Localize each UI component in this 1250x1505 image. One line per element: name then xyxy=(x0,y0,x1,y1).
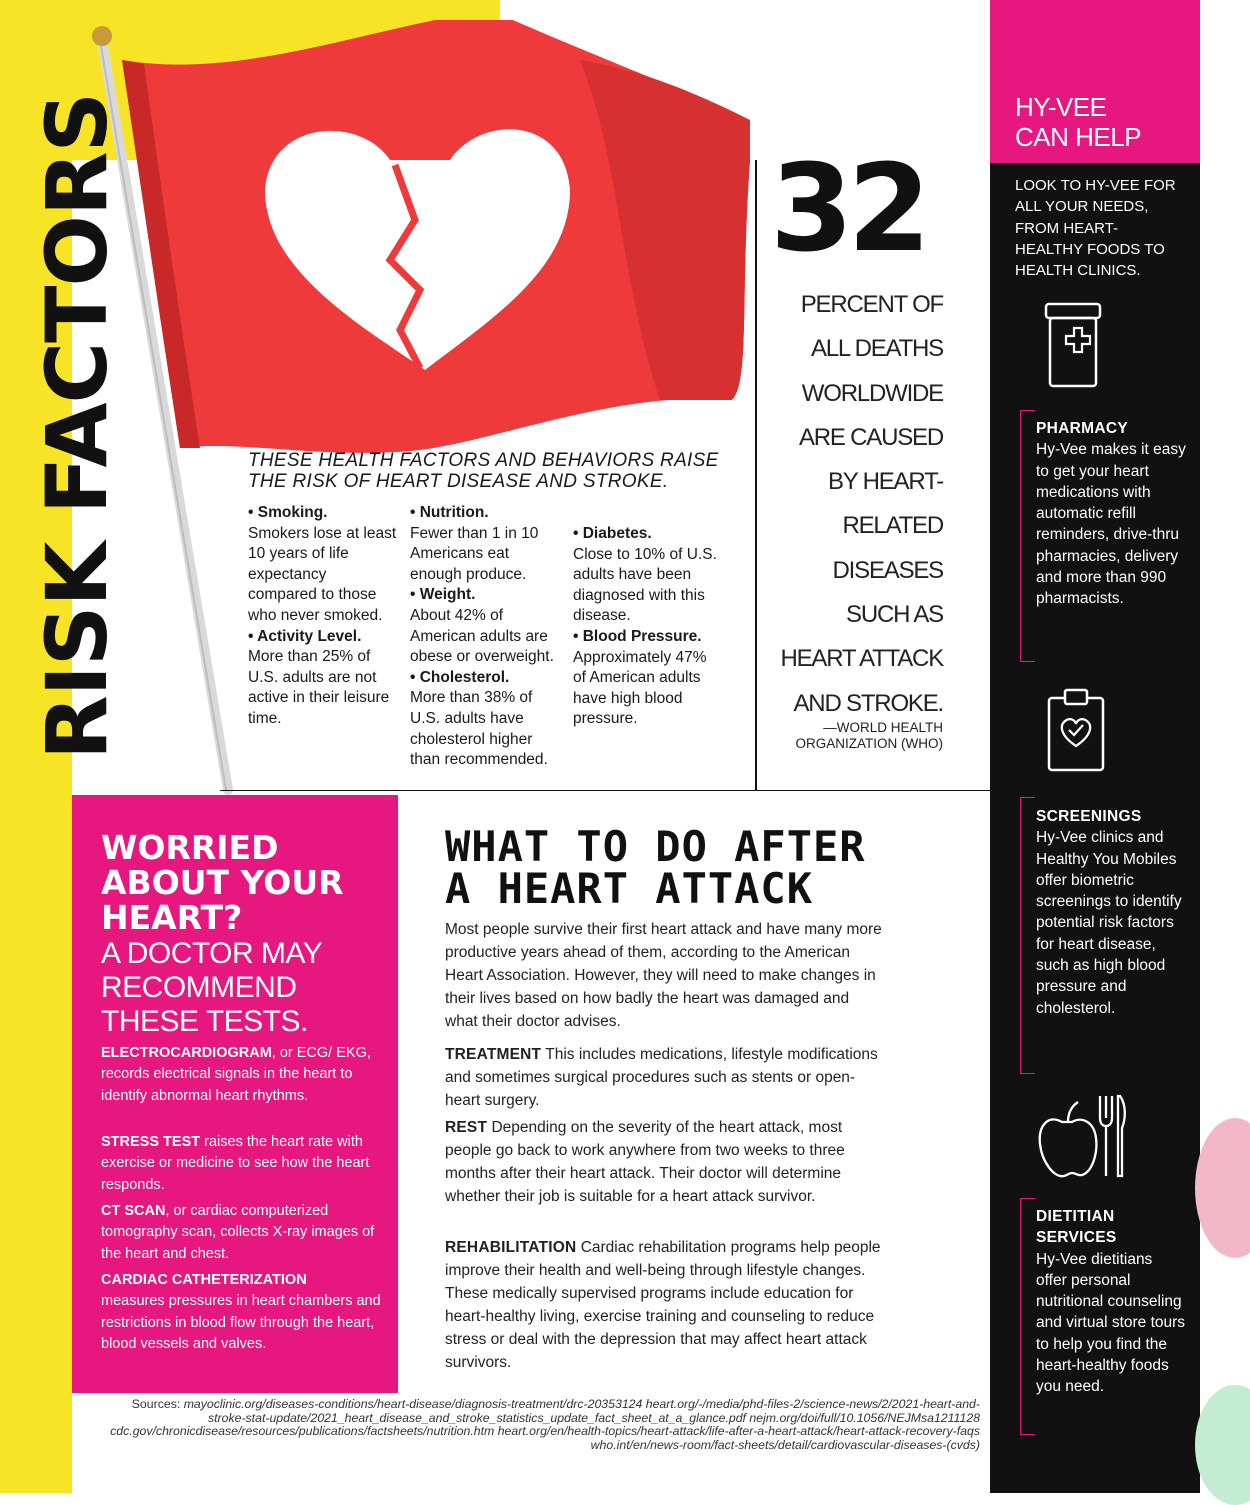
stat-line: DISEASES xyxy=(832,556,943,584)
weight-label: • Weight. xyxy=(410,586,476,604)
after-title-line: A HEART ATTACK xyxy=(445,864,814,913)
test-ct xyxy=(101,1201,381,1265)
divider-vertical xyxy=(755,160,757,790)
bp-text: Approximately 47% of American adults have high blood pressure. xyxy=(573,648,707,728)
stat-line: WORLDWIDE xyxy=(801,379,943,407)
risk-factors-title: RISK FACTORS xyxy=(28,92,126,760)
bp-label: • Blood Pressure. xyxy=(573,627,702,645)
cholesterol-label: • Cholesterol. xyxy=(410,668,510,686)
section-label: REHABILITATION xyxy=(445,1239,577,1256)
service-text: Hy-Vee makes it easy to get your heart medications with automatic refill reminders, drive-thru pharmacies, delivery and more than 990 pharmacists. xyxy=(1036,441,1186,608)
tests-subheading: A DOCTOR MAY RECOMMEND THESE TESTS. xyxy=(101,937,322,1038)
test-text: raises the heart rate with exercise or medicine to see how the heart responds. xyxy=(101,1134,370,1193)
service-dietitian xyxy=(1036,1206,1186,1398)
pill-bottle-icon xyxy=(1040,300,1106,392)
service-text: Hy-Vee dietitians offer personal nutritional counseling and virtual store tours to help you find the heart-healthy foods you need. xyxy=(1036,1250,1186,1396)
after-treatment xyxy=(445,1043,885,1112)
after-rehabilitation xyxy=(445,1236,885,1374)
after-intro: Most people survive their first heart attack and have many more productive years ahead of them, according to the American Heart Association. However, they will need to make changes in their lives based on how badly the heart was damaged and what their doctor advises. xyxy=(445,921,882,1030)
section-text: This includes medications, lifestyle modifications and sometimes surgical procedures such as stents or open-heart surgery. xyxy=(445,1046,878,1109)
divider-horizontal xyxy=(220,790,990,791)
service-title: DIETITIAN SERVICES xyxy=(1036,1208,1117,1247)
clipboard-heart-icon xyxy=(1045,688,1107,774)
test-name: CT SCAN xyxy=(101,1203,166,1219)
stat-source xyxy=(760,720,943,752)
stat-line: BY HEART- xyxy=(827,468,943,496)
apple-fork-knife-icon xyxy=(1036,1092,1128,1180)
tests-heading: WORRIED ABOUT YOUR HEART? xyxy=(101,828,344,937)
after-title xyxy=(445,822,866,913)
after-rest xyxy=(445,1116,885,1208)
stat-source-line: ORGANIZATION (WHO) xyxy=(795,736,943,751)
test-name: STRESS TEST xyxy=(101,1134,201,1150)
activity-label: • Activity Level. xyxy=(248,627,362,645)
risk-intro: THESE HEALTH FACTORS AND BEHAVIORS RAISE THE RISK OF HEART DISEASE AND STROKE. xyxy=(248,450,719,492)
stat-line: SUCH AS xyxy=(846,601,943,629)
after-title-line: WHAT TO DO AFTER xyxy=(445,822,866,871)
sidebar-title-line: HY-VEE xyxy=(1015,92,1107,122)
stat-number: 32 xyxy=(770,140,925,279)
stat-source-line: —WORLD HEALTH xyxy=(823,720,943,735)
sources-text: mayoclinic.org/diseases-conditions/heart-disease/diagnosis-treatment/drc-20353124 heart.org/-/media/phd-files-2/science-news/2/2021-heart-and-stroke-stat-update/2021_heart_disease_and_stroke_statistics_update_fact_sheet_at_a_glance.pdf nejm.org/doi/full/10.1056/NEJMsa1211128 cdc.gov/chronicdisease/resources/publications/factsheets/nutrition.htm heart.org/en/health-topics/heart-attack/life-after-a-heart-attack/heart-attack-recovery-faqs who.int/en/news-room/fact-sheets/detail/cardiovascular-diseases-(cvds) xyxy=(110,1397,980,1453)
sources xyxy=(110,1398,980,1453)
nutrition-text: Fewer than 1 in 10 Americans eat enough produce. xyxy=(410,524,539,583)
stat-text xyxy=(760,283,943,726)
service-pharmacy xyxy=(1036,418,1186,610)
sidebar-title xyxy=(1015,92,1141,152)
pharmacy-bracket xyxy=(1020,410,1035,662)
stat-line: HEART ATTACK xyxy=(780,645,943,673)
service-title: SCREENINGS xyxy=(1036,808,1142,825)
stat-line: ARE CAUSED xyxy=(798,423,943,451)
risk-column-3 xyxy=(573,524,723,730)
smoking-label: • Smoking. xyxy=(248,504,328,521)
sources-lead: Sources: xyxy=(131,1397,181,1411)
risk-column-2 xyxy=(410,503,560,771)
stat-line: RELATED xyxy=(842,512,943,540)
right-margin xyxy=(1200,0,1250,1493)
sidebar-intro: LOOK TO HY-VEE FOR ALL YOUR NEEDS, FROM HEART-HEALTHY FOODS TO HEALTH CLINICS. xyxy=(1015,177,1176,280)
cholesterol-text: More than 38% of U.S. adults have cholesterol higher than recommended. xyxy=(410,689,548,769)
test-text: measures pressures in heart chambers and restrictions in blood flow through the heart, blood vessels and valves. xyxy=(101,1293,381,1352)
diabetes-label: • Diabetes. xyxy=(573,525,652,542)
dietitian-bracket xyxy=(1020,1198,1035,1435)
nutrition-label: • Nutrition. xyxy=(410,504,489,521)
risk-column-1 xyxy=(248,503,398,730)
service-text: Hy-Vee clinics and Healthy You Mobiles offer biometric screenings to identify potential risk factors for heart disease, such as high blood pressure and cholesterol. xyxy=(1036,829,1182,1017)
test-stress xyxy=(101,1132,381,1196)
section-label: TREATMENT xyxy=(445,1046,542,1063)
test-name: ELECTROCARDIOGRAM xyxy=(101,1045,272,1061)
weight-text: About 42% of American adults are obese or overweight. xyxy=(410,606,554,666)
stat-line: PERCENT OF xyxy=(800,291,943,318)
diabetes-text: Close to 10% of U.S. adults have been diagnosed with this disease. xyxy=(573,545,717,625)
smoking-text: Smokers lose at least 10 years of life expectancy compared to those who never smoked. xyxy=(248,524,397,624)
test-text: , or cardiac computerized tomography scan, collects X-ray images of the heart and chest. xyxy=(101,1203,375,1262)
service-screenings xyxy=(1036,806,1186,1019)
test-ecg xyxy=(101,1043,381,1107)
service-title: PHARMACY xyxy=(1036,420,1128,437)
test-name: CARDIAC CATHETERIZATION xyxy=(101,1272,307,1288)
test-catheterization xyxy=(101,1270,381,1355)
section-label: REST xyxy=(445,1119,488,1136)
stat-line: AND STROKE. xyxy=(793,689,943,717)
section-text: Cardiac rehabilitation programs help people improve their health and well-being through lifestyle changes. These medically supervised programs include education for heart-healthy living, exercise training and counseling to reduce stress or deal with the depression that may affect heart attack survivors. xyxy=(445,1239,881,1371)
test-text: , or ECG/ EKG, records electrical signals in the heart to identify abnormal heart rhythms. xyxy=(101,1045,371,1104)
stat-line: ALL DEATHS xyxy=(810,335,943,363)
activity-text: More than 25% of U.S. adults are not active in their leisure time. xyxy=(248,648,390,727)
screenings-bracket xyxy=(1020,797,1035,1074)
sidebar-title-line: CAN HELP xyxy=(1015,122,1142,152)
section-text: Depending on the severity of the heart attack, most people go back to work anywhere from two weeks to three months after their heart attack. Their doctor will determine whether their job is suitable for a heart attack survivor. xyxy=(445,1119,845,1205)
